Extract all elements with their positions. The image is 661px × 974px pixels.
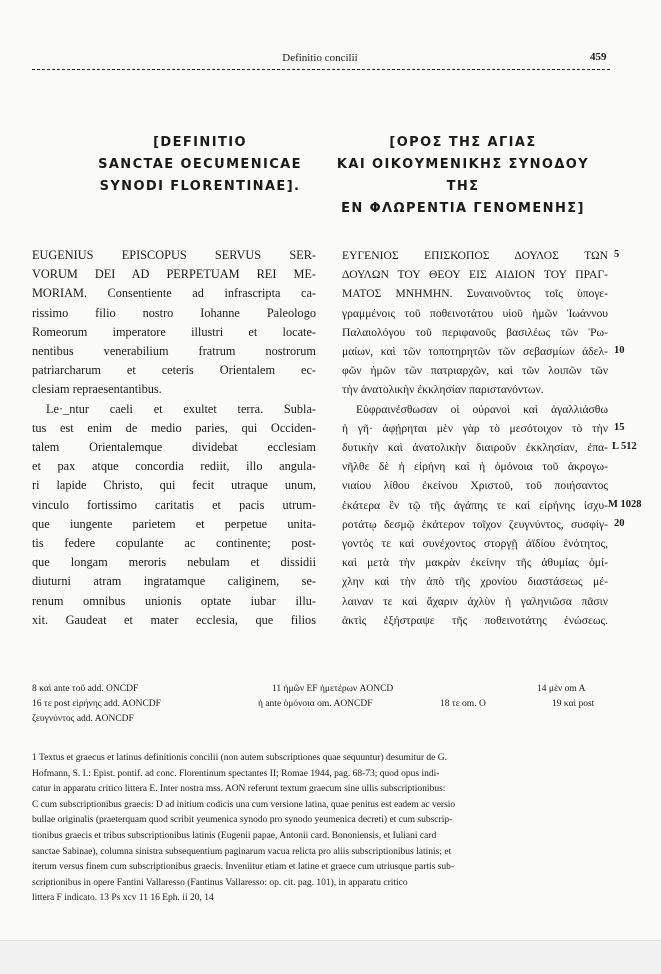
- greek-line: νῆλθε δὲ ἡ εἰρήνη καὶ ἡ ὁμόνοια τοῦ ἀκρογω-: [342, 460, 608, 474]
- greek-line: ροτάτῳ δεσμῷ ἑκάτερον τοῖχον ζευγνύντος, συσφίγ-: [342, 517, 608, 531]
- greek-line: δυτικὴν καὶ ἀνατολικὴν διαιροῦν ἐκκλησίαν, ἐπα-: [342, 441, 608, 455]
- latin-title: [95, 132, 305, 198]
- greek-line: χλην καὶ τὴν ἀπὸ τῆς χρονίου διαστάσεως μέ-: [342, 575, 608, 589]
- latin-line: que iungente parietem et perpetue unita-: [32, 516, 316, 531]
- apparatus-entry: 11 ἡμῶν EF ἡμετέρων AONCD: [272, 684, 394, 694]
- latin-line: tis federe copulante ac continente; post-: [32, 536, 316, 551]
- latin-line: clesiam repraesentantibus.: [32, 382, 162, 397]
- latin-line: EUGENIUS EPISCOPUS SERVUS SER-: [32, 248, 316, 262]
- latin-line: talem Orientalemque dividebat ecclesiam: [32, 440, 316, 455]
- line-number: 15: [614, 422, 625, 433]
- greek-line: λαιναν τε καὶ ἄχαριν ἀχλὺν ἡ γαληνιῶσα πᾶσιν: [342, 594, 608, 608]
- greek-line: ΔΟΥΛΩΝ ΤΟΥ ΘΕΟΥ ΕΙΣ ΑΙΔΙΟΝ ΤΟΥ ΠΡΑΓ-: [342, 268, 608, 282]
- greek-line: νιαίου λίθου ἐκείνου Χριστοῦ, τοῦ ποιήσαντος: [342, 479, 608, 493]
- greek-title-line: ΚΑΙ ΟΙΚΟΥΜΕΝΙΚΗΣ ΣΥΝΟΔΟΥ: [336, 157, 590, 172]
- latin-line: renum omnibus unionis optate iubar illu-: [32, 593, 316, 608]
- greek-column: [342, 246, 608, 630]
- apparatus-entry: 18 τε om. O: [440, 699, 486, 709]
- greek-line: γοντός τε καὶ συνέχοντος στοργῇ ἀϊδίου ἑνότητος,: [342, 537, 608, 551]
- latin-line: xit. Gaudeat et mater ecclesia, que filios: [32, 612, 316, 627]
- latin-line: MORIAM. Consentiente ad infrascripta ca-: [32, 286, 316, 301]
- greek-title: [312, 132, 614, 220]
- latin-line: ri lapide Christo, qui fecit utraque unum,: [32, 478, 316, 493]
- greek-line: τὴν ἀνατολικὴν ἐκκλησίαν παριστανόντων.: [342, 383, 544, 397]
- latin-title-line: [DEFINITIO: [153, 135, 247, 150]
- latin-line: que longam meroris nebulam et dissidii: [32, 555, 316, 570]
- line-number: 5: [614, 249, 620, 260]
- apparatus-entry: ἡ ante ὁμόνοια om. AONCDF: [258, 699, 373, 709]
- latin-title-line: SYNODI FLORENTINAE].: [99, 179, 301, 194]
- apparatus-entry: ζευγνύντος add. AONCDF: [32, 714, 134, 724]
- greek-line: μαίων, καὶ τῶν τοποτηρητῶν τῶν σεβασμίων ἀδελ-: [342, 345, 608, 359]
- latin-line: rissimo filio nostro Iohanne Paleologo: [32, 305, 316, 320]
- latin-title-line: SANCTAE OECUMENICAE: [98, 157, 302, 172]
- note-line: littera F indicato. 13 Ps xcv 11 16 Eph. ii 20, 14: [32, 893, 214, 904]
- greek-line: ἡ γῆ· ἀφῄρηται μὲν γὰρ τὸ μεσότοιχον τὸ τὴν: [342, 421, 608, 435]
- latin-line: Romeorum imperatore illustri et locate-: [32, 324, 316, 339]
- apparatus-entry: 19 καὶ post: [552, 699, 595, 709]
- note-line: tionibus graecis et tribus subscriptionibus latinis (Eugenii papae, Antonii card. Bononiensis, et Iuliani card: [32, 830, 437, 841]
- apparatus-entry: 16 τε post εἰρήνης add. AONCDF: [32, 699, 161, 709]
- greek-line: Παλαιολόγου τοῦ περιφανοῦς βασιλέως τῶν Ῥω-: [342, 325, 608, 339]
- latin-line: diuturni atram ingratamque caliginem, se-: [32, 574, 316, 589]
- line-number: 10: [614, 345, 625, 356]
- latin-line: VORUM DEI AD PERPETUAM REI ME-: [32, 267, 316, 282]
- apparatus-entry: 8 καὶ ante τοῦ add. ONCDF: [32, 684, 139, 694]
- note-line: catur in apparatu critico littera E. Inter nostra mss. AON referunt textum graecum sine ullis subscriptionibus:: [32, 784, 446, 795]
- header-rule: [32, 69, 610, 70]
- note-line: sanctae Sabinae), columna sinistra subsequentium paginarum vacua relicta pro aliis subscriptionibus latinis; et: [32, 846, 452, 857]
- greek-line: γραμμένοις τοῦ ποθεινοτάτου υἱοῦ ἡμῶν Ἰωάννου: [342, 306, 608, 320]
- greek-line: ΕΥΓΕΝΙΟΣ ΕΠΙΣΚΟΠΟΣ ΔΟΥΛΟΣ ΤΩΝ: [342, 249, 608, 262]
- note-line: 1 Textus et graecus et latinus definitionis concilii (non autem subscriptiones quae sequuntur) desumitur de G.: [32, 753, 447, 763]
- latin-column: [32, 246, 316, 630]
- source-notes: [32, 751, 612, 907]
- greek-line: Εὐφραινέσθωσαν οἱ οὐρανοὶ καὶ ἀγαλλιάσθω: [356, 402, 608, 416]
- greek-title-line: ΕΝ ΦΛΩΡΕΝΤΙΑ ΓΕΝΟΜΕΝΗΣ]: [341, 201, 585, 216]
- greek-line: ἑκάτερα ἓν τῷ τῆς ἀγάπης τε καὶ εἰρήνης ἰσχυ-: [342, 498, 608, 512]
- note-line: Hofmann, S. I.: Epist. pontif. ad conc. Florentinum spectantes II; Romae 1944, pag. 68-73; quod opus indi-: [32, 768, 440, 779]
- greek-title-line: [ΟΡΟΣ ΤΗΣ ΑΓΙΑΣ: [389, 135, 537, 150]
- note-line: C cum subscriptionibus graecis: D ad initium codicis una cum versione latina, quae penitus est eadem ac versio: [32, 799, 456, 810]
- latin-line: patriarcharum et ceteris Orientalem ec-: [32, 363, 316, 378]
- latin-line: nentibus venerabilium fratrum nostrorum: [32, 344, 316, 359]
- greek-title-line: ΤΗΣ: [446, 179, 480, 194]
- note-line: bullae originalis (praeterquam quod scribit yeumenica synodo pro synodo yeumenica decreti) et cum subscrip-: [32, 815, 453, 826]
- note-line: scriptionibus in opere Fantini Vallaresso (Fantinus Vallaresso: op. cit. pag. 101), in apparatu critico: [32, 877, 408, 888]
- running-header: Definitio concilii: [282, 52, 358, 64]
- greek-line: καὶ μετὰ τὴν μακρὰν ἐκείνην τῆς ἀθυμίας ὀμί-: [342, 556, 608, 570]
- note-line: iterum versus finem cum subscriptionibus graecis. Inveniitur etiam et latine et graece cum utriusque partis sub-: [32, 862, 455, 873]
- page-number: 459: [590, 51, 607, 63]
- margin-ref: L 512: [612, 441, 637, 452]
- latin-line: Le·_ntur caeli et exultet terra. Subla-: [46, 401, 316, 416]
- greek-line: ἀκτὶς ἐξήστραψε τῆς ποθεινοτάτης ἑνώσεως.: [342, 613, 608, 627]
- greek-line: ΜΑΤΟΣ ΜΝΗΜΗΝ. Συναινοῦντος τοῖς ὑπογε-: [342, 287, 608, 301]
- greek-line: φῶν ἡμῶν τῶν πατριαρχῶν, καὶ τῶν λοιπῶν τῶν: [342, 364, 608, 378]
- viewer-bottom-band: [0, 940, 661, 974]
- margin-ref: M 1028: [608, 499, 642, 510]
- latin-line: vinculo fortissimo caritatis et pacis utrum-: [32, 497, 316, 512]
- line-number: 20: [614, 518, 625, 529]
- latin-line: tus est enim de medio paries, qui Occiden-: [32, 420, 316, 435]
- latin-line: et pax atque concordia rediit, illo angula-: [32, 459, 316, 474]
- apparatus-entry: 14 μὲν om A: [537, 684, 586, 694]
